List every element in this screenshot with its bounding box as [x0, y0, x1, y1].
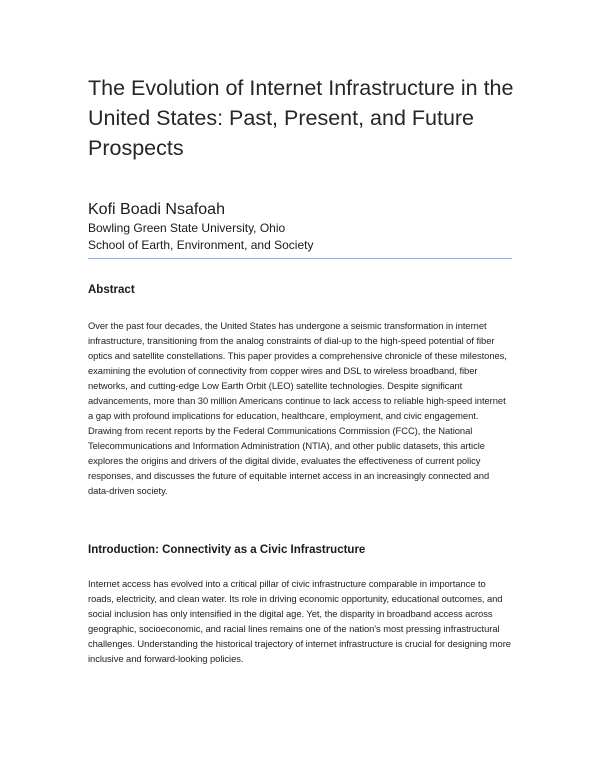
abstract-paragraph: Over the past four decades, the United States has undergone a seismic transformation in internet infrastructure, transitioning from the analog constraints of dial-up to the high-speed potential of fiber optics and satellite constellations. This paper provides a comprehensive chronicle of these milestones, examining the evolution of connectivity from copper wires and DSL to wireless broadband, fiber networks, and cutting-edge Low Earth Orbit (LEO) satellite technologies. Despite significant advancements, more than 30 million Americans continue to lack access to reliable high-speed internet a gap with profound implications for education, healthcare, employment, and civic engagement. Drawing from recent reports by the Federal Communications Commission (FCC), the National Telecommunications and Information Administration (NTIA), and other public datasets, this article explores the origins and drivers of the digital divide, evaluates the effectiveness of current policy responses, and discusses the future of equitable internet access in an increasingly connected and data-driven society. — [88, 320, 507, 496]
affiliation-school: School of Earth, Environment, and Society — [88, 238, 314, 252]
abstract-heading: Abstract — [88, 284, 135, 296]
title-divider — [88, 258, 512, 259]
affiliation-university: Bowling Green State University, Ohio — [88, 221, 286, 235]
introduction-heading: Introduction: Connectivity as a Civic Infrastructure — [88, 544, 366, 556]
author-name: Kofi Boadi Nsafoah — [88, 201, 225, 218]
introduction-paragraph: Internet access has evolved into a critical pillar of civic infrastructure comparable in importance to roads, electricity, and clean water. Its role in driving economic opportunity, educational outcomes, and social inclusion has only intensified in the digital age. Yet, the disparity in broadband access across geographic, socioeconomic, and racial lines remains one of the nation's most pressing infrastructural challenges. Understanding the historical trajectory of internet infrastructure is crucial for designing more inclusive and forward-looking policies. — [88, 578, 511, 664]
paper-title: The Evolution of Internet Infrastructure in the United States: Past, Present, and Future Prospects — [88, 76, 514, 160]
